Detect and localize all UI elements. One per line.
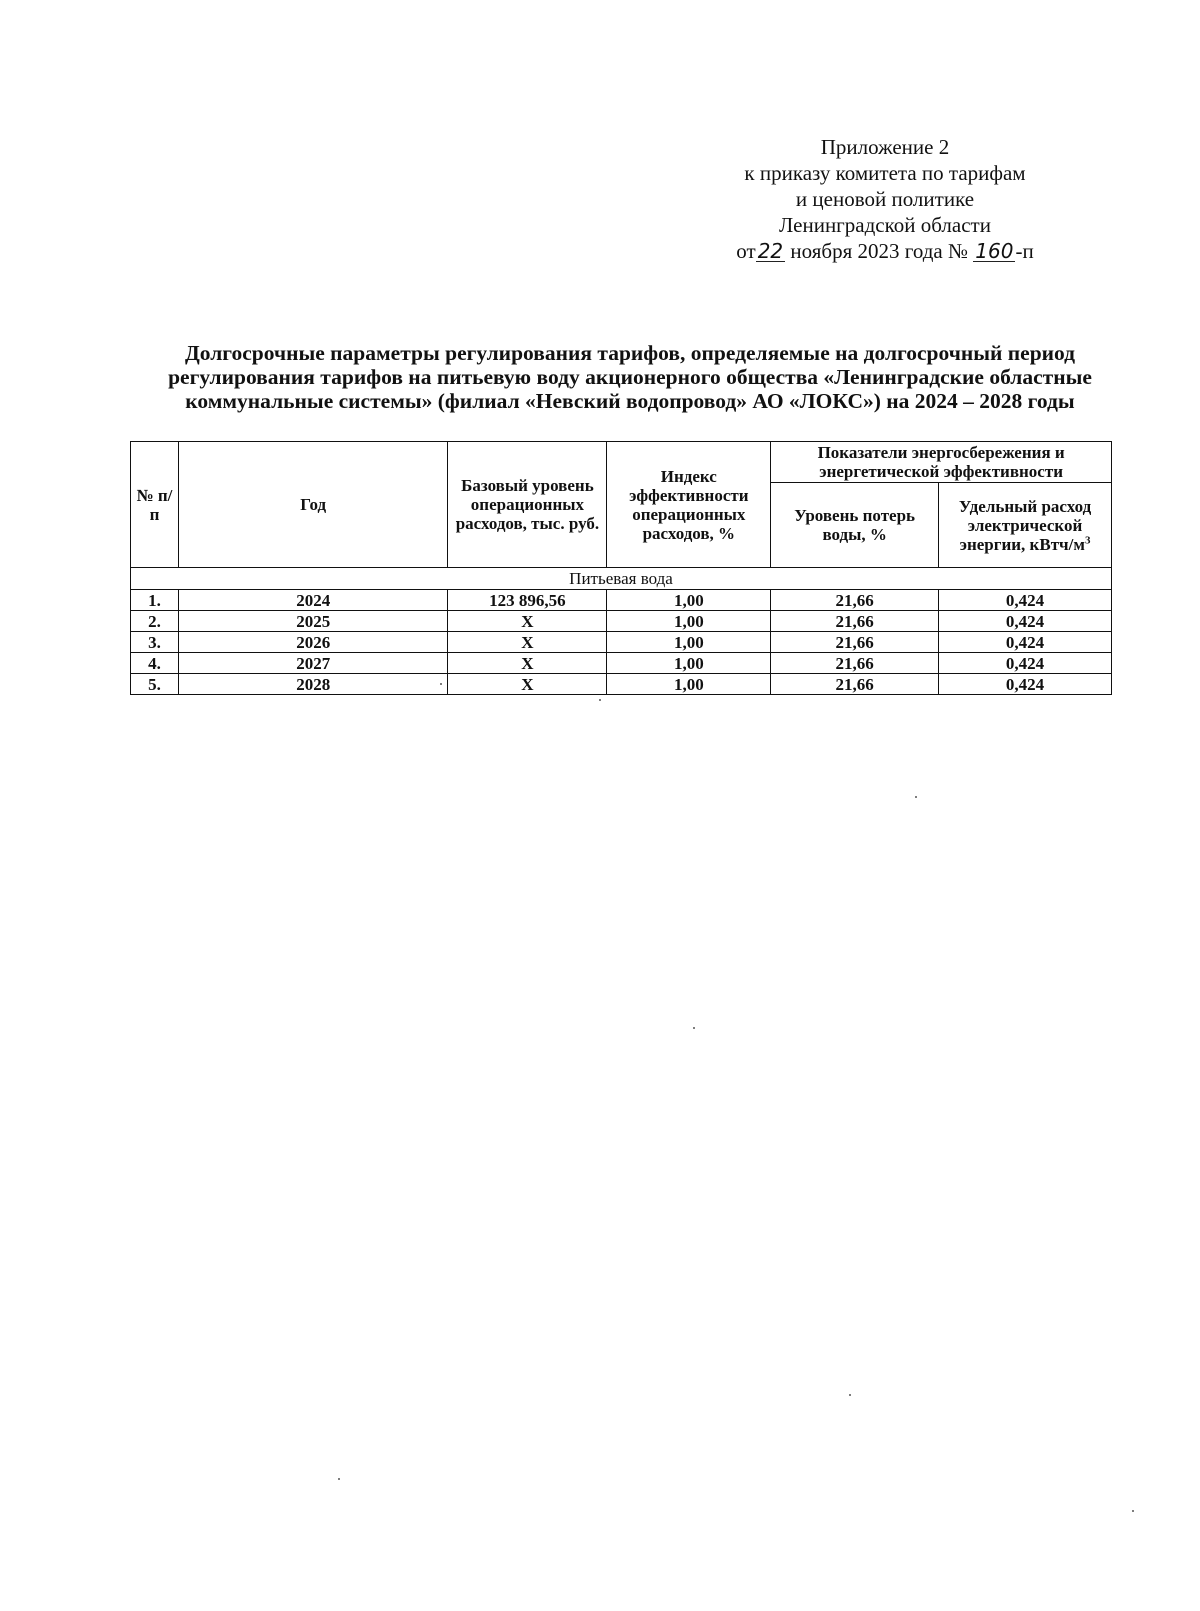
row-water-loss: 21,66 bbox=[771, 611, 939, 632]
scan-speck bbox=[440, 683, 442, 685]
row-water-loss: 21,66 bbox=[771, 590, 939, 611]
annex-date-prefix: от bbox=[736, 239, 756, 263]
title-line-2: регулирования тарифов на питьевую воду акционерного общества «Ленинградские областные bbox=[168, 365, 1092, 389]
row-base-level: 123 896,56 bbox=[448, 590, 607, 611]
row-num: 5. bbox=[131, 674, 179, 695]
row-year: 2025 bbox=[178, 611, 448, 632]
table-row bbox=[131, 632, 1112, 653]
annex-order-ref: к приказу комитета по тарифам bbox=[744, 161, 1026, 185]
scan-speck bbox=[338, 1478, 340, 1480]
row-water-loss: 21,66 bbox=[771, 674, 939, 695]
document-title bbox=[95, 341, 1165, 413]
row-base-level: Х bbox=[448, 611, 607, 632]
annex-date-line bbox=[700, 238, 1070, 264]
annex-title: Приложение 2 bbox=[820, 135, 950, 159]
row-base-level: Х bbox=[448, 653, 607, 674]
handwritten-order-number: 160 bbox=[975, 239, 1014, 263]
scan-speck bbox=[599, 699, 601, 701]
row-energy-use: 0,424 bbox=[939, 590, 1112, 611]
scan-speck bbox=[693, 1027, 695, 1029]
row-efficiency-index: 1,00 bbox=[607, 611, 771, 632]
row-energy-use: 0,424 bbox=[939, 674, 1112, 695]
header-energy-use-sup: 3 bbox=[1084, 533, 1091, 546]
annex-date-mid: ноября 2023 года № bbox=[790, 239, 969, 263]
row-efficiency-index: 1,00 bbox=[607, 653, 771, 674]
row-efficiency-index: 1,00 bbox=[607, 590, 771, 611]
scan-speck bbox=[1132, 1510, 1134, 1512]
row-energy-use: 0,424 bbox=[939, 611, 1112, 632]
table-row bbox=[131, 674, 1112, 695]
title-line-3: коммунальные системы» (филиал «Невский водопровод» АО «ЛОКС») на 2024 – 2028 годы bbox=[185, 389, 1075, 413]
header-energy-use-text: Удельный расход электрической энергии, кВтч/м bbox=[958, 496, 1092, 554]
header-base-level: Базовый уровень операционных расходов, тыс. руб. bbox=[448, 442, 607, 568]
header-water-loss: Уровень потерь воды, % bbox=[771, 483, 939, 568]
header-num: № п/п bbox=[131, 442, 179, 568]
section-drinking-water: Питьевая вода bbox=[131, 568, 1112, 590]
row-water-loss: 21,66 bbox=[771, 632, 939, 653]
row-energy-use: 0,424 bbox=[939, 653, 1112, 674]
row-num: 1. bbox=[131, 590, 179, 611]
tariff-parameters-table bbox=[130, 441, 1112, 695]
annex-region: Ленинградской области bbox=[779, 213, 991, 237]
row-year: 2024 bbox=[178, 590, 448, 611]
header-efficiency-index: Индекс эффективности операционных расходов, % bbox=[607, 442, 771, 568]
row-year: 2027 bbox=[178, 653, 448, 674]
header-energy-group: Показатели энергосбережения и энергетической эффективности bbox=[771, 442, 1112, 483]
annex-committee: и ценовой политике bbox=[795, 187, 975, 211]
annex-header bbox=[700, 134, 1070, 264]
header-year: Год bbox=[178, 442, 448, 568]
scan-speck bbox=[849, 1394, 851, 1396]
scan-speck bbox=[915, 796, 917, 798]
table-row bbox=[131, 590, 1112, 611]
title-line-1: Долгосрочные параметры регулирования тарифов, определяемые на долгосрочный период bbox=[184, 341, 1076, 365]
table-row bbox=[131, 611, 1112, 632]
row-num: 3. bbox=[131, 632, 179, 653]
row-energy-use: 0,424 bbox=[939, 632, 1112, 653]
row-efficiency-index: 1,00 bbox=[607, 632, 771, 653]
row-base-level: Х bbox=[448, 632, 607, 653]
row-num: 2. bbox=[131, 611, 179, 632]
header-energy-use bbox=[939, 483, 1112, 568]
row-base-level: Х bbox=[448, 674, 607, 695]
row-year: 2028 bbox=[178, 674, 448, 695]
handwritten-day: 22 bbox=[757, 239, 784, 263]
row-num: 4. bbox=[131, 653, 179, 674]
table-row bbox=[131, 653, 1112, 674]
annex-order-suffix: -п bbox=[1015, 239, 1034, 263]
row-water-loss: 21,66 bbox=[771, 653, 939, 674]
row-year: 2026 bbox=[178, 632, 448, 653]
row-efficiency-index: 1,00 bbox=[607, 674, 771, 695]
